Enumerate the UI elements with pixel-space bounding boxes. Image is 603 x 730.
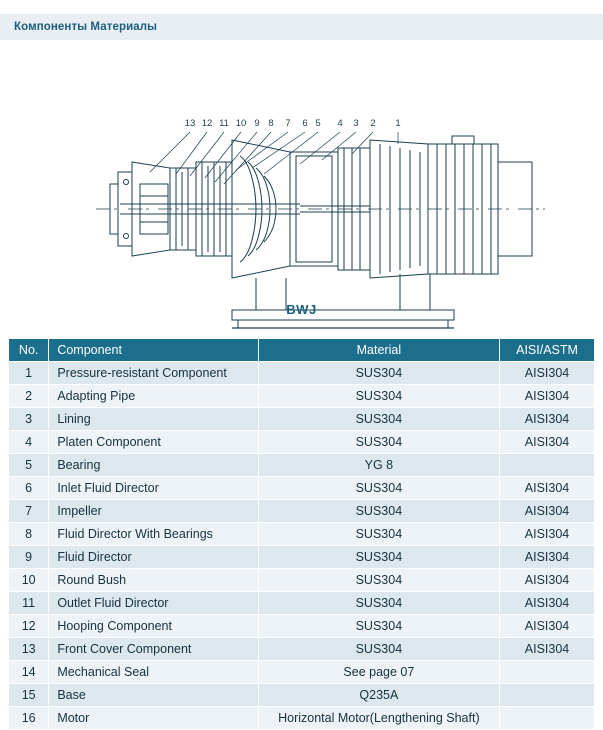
cell-material: SUS304 (258, 523, 499, 546)
parts-table (8, 338, 595, 730)
callout-4: 4 (337, 118, 343, 129)
cell-component: Outlet Fluid Director (49, 592, 258, 615)
cell-aisi (500, 684, 595, 707)
table-row (9, 362, 595, 385)
column-header-aisi: AISI/ASTM (500, 339, 595, 362)
table-row (9, 385, 595, 408)
cell-material: Q235A (258, 684, 499, 707)
cell-material: Horizontal Motor(Lengthening Shaft) (258, 707, 499, 730)
cell-component: Base (49, 684, 258, 707)
parts-table-body (9, 362, 595, 730)
cell-aisi: AISI304 (500, 385, 595, 408)
cell-material: YG 8 (258, 454, 499, 477)
table-row (9, 684, 595, 707)
table-header-row (9, 339, 595, 362)
cell-no: 14 (9, 661, 49, 684)
cell-material: SUS304 (258, 615, 499, 638)
column-header-no: No. (9, 339, 49, 362)
cell-aisi (500, 707, 595, 730)
cell-component: Pressure-resistant Component (49, 362, 258, 385)
parts-table-wrapper (8, 338, 595, 730)
cell-no: 3 (9, 408, 49, 431)
cell-component: Lining (49, 408, 258, 431)
cell-component: Mechanical Seal (49, 661, 258, 684)
cell-component: Round Bush (49, 569, 258, 592)
cell-no: 8 (9, 523, 49, 546)
pump-cutaway-drawing (0, 44, 603, 334)
cell-no: 6 (9, 477, 49, 500)
callout-12: 12 (201, 118, 213, 129)
table-row (9, 477, 595, 500)
cell-aisi: AISI304 (500, 431, 595, 454)
cell-aisi: AISI304 (500, 592, 595, 615)
cell-no: 15 (9, 684, 49, 707)
cell-material: SUS304 (258, 569, 499, 592)
model-label: BWJ (286, 302, 317, 317)
callout-9: 9 (254, 118, 260, 129)
cell-component: Front Cover Component (49, 638, 258, 661)
cell-component: Motor (49, 707, 258, 730)
cell-no: 13 (9, 638, 49, 661)
table-row (9, 661, 595, 684)
cell-aisi: AISI304 (500, 569, 595, 592)
table-row (9, 569, 595, 592)
cell-no: 1 (9, 362, 49, 385)
callout-10: 10 (235, 118, 247, 129)
cell-aisi: AISI304 (500, 500, 595, 523)
cell-material: SUS304 (258, 500, 499, 523)
callout-11: 11 (219, 118, 229, 129)
cell-aisi: AISI304 (500, 638, 595, 661)
cell-aisi: AISI304 (500, 546, 595, 569)
cell-material: See page 07 (258, 661, 499, 684)
cell-aisi (500, 661, 595, 684)
cell-material: SUS304 (258, 408, 499, 431)
cell-component: Bearing (49, 454, 258, 477)
callout-8: 8 (268, 118, 274, 129)
cell-component: Fluid Director (49, 546, 258, 569)
table-row (9, 431, 595, 454)
cell-component: Adapting Pipe (49, 385, 258, 408)
table-row (9, 546, 595, 569)
page-title: Компоненты Материалы (14, 21, 158, 33)
cell-no: 4 (9, 431, 49, 454)
cell-material: SUS304 (258, 385, 499, 408)
cell-no: 10 (9, 569, 49, 592)
cell-material: SUS304 (258, 546, 499, 569)
table-row (9, 500, 595, 523)
cell-no: 7 (9, 500, 49, 523)
callout-13: 13 (184, 118, 196, 129)
cell-aisi: AISI304 (500, 615, 595, 638)
cell-material: SUS304 (258, 592, 499, 615)
cell-material: SUS304 (258, 477, 499, 500)
table-row (9, 408, 595, 431)
callout-6: 6 (302, 118, 308, 129)
cell-aisi (500, 454, 595, 477)
cell-no: 11 (9, 592, 49, 615)
cell-component: Hooping Component (49, 615, 258, 638)
section-header-band (0, 14, 603, 40)
callout-7: 7 (285, 118, 291, 129)
callout-5: 5 (315, 118, 321, 129)
table-row (9, 615, 595, 638)
cell-material: SUS304 (258, 431, 499, 454)
table-row (9, 592, 595, 615)
cell-aisi: AISI304 (500, 362, 595, 385)
table-row (9, 454, 595, 477)
cell-no: 12 (9, 615, 49, 638)
cell-component: Impeller (49, 500, 258, 523)
column-header-material: Material (258, 339, 499, 362)
cell-component: Fluid Director With Bearings (49, 523, 258, 546)
callout-3: 3 (353, 118, 359, 129)
cell-material: SUS304 (258, 638, 499, 661)
cell-material: SUS304 (258, 362, 499, 385)
callout-1: 1 (395, 118, 401, 129)
cell-no: 9 (9, 546, 49, 569)
cell-aisi: AISI304 (500, 477, 595, 500)
cell-aisi: AISI304 (500, 523, 595, 546)
cell-no: 5 (9, 454, 49, 477)
cell-aisi: AISI304 (500, 408, 595, 431)
table-row (9, 707, 595, 730)
table-row (9, 523, 595, 546)
table-row (9, 638, 595, 661)
column-header-component: Component (49, 339, 258, 362)
cell-component: Inlet Fluid Director (49, 477, 258, 500)
callout-2: 2 (370, 118, 376, 129)
cell-component: Platen Component (49, 431, 258, 454)
cell-no: 16 (9, 707, 49, 730)
cell-no: 2 (9, 385, 49, 408)
